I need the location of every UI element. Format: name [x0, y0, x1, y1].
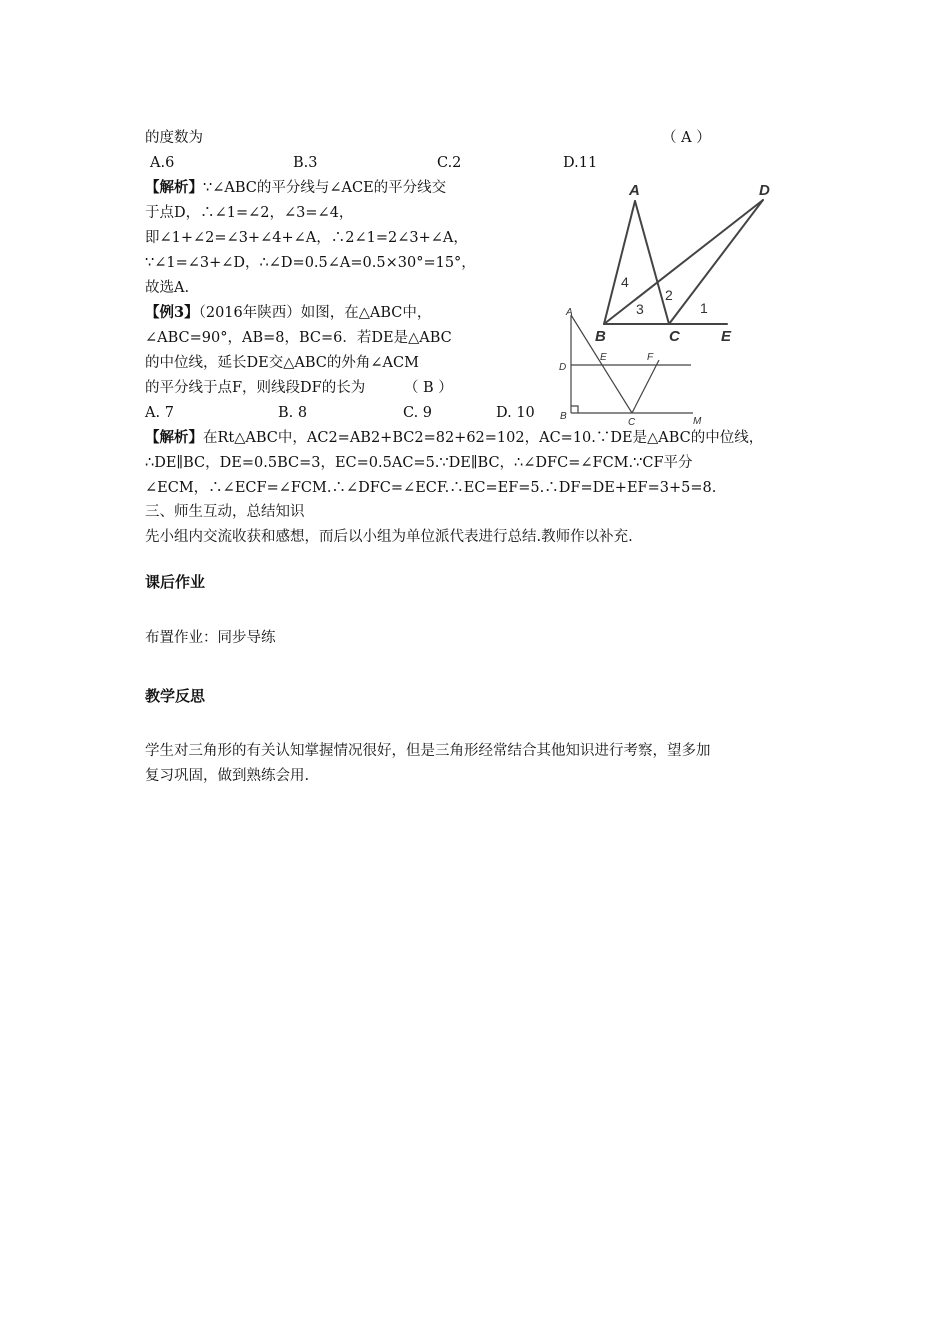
- example-option-a: A. 7: [145, 405, 174, 421]
- option-b: B.3: [293, 155, 318, 171]
- question-stem-end: 的度数为: [145, 130, 203, 146]
- homework-heading: 课后作业: [145, 573, 206, 591]
- section-title: 三、师生互动，总结知识: [145, 504, 305, 520]
- example-option-d: D. 10: [496, 405, 535, 421]
- analysis-line: 故选A.: [145, 280, 190, 296]
- example-text: 的平分线于点F，则线段DF的长为: [145, 380, 366, 396]
- analysis-line: 于点D，∴∠1=∠2，∠3=∠4，: [145, 205, 354, 221]
- angle-label-4: 4: [621, 274, 629, 290]
- label-m: M: [693, 416, 702, 427]
- example-line: [145, 303, 431, 323]
- label-d: D: [559, 362, 567, 373]
- example-line: ∠ABC=90°，AB=8，BC=6．若DE是△ABC: [145, 330, 452, 346]
- analysis-text: ∵∠ABC的平分线与∠ACE的平分线交: [203, 180, 447, 196]
- analysis-line: ∴DE∥BC，DE=0.5BC=3，EC=0.5AC=5.∵DE∥BC，∴∠DFC=∠FCM.∵CF平分: [145, 455, 693, 471]
- label-b: B: [560, 411, 567, 422]
- label-c: C: [669, 328, 680, 345]
- figure-midline: [555, 305, 715, 430]
- analysis-line: 即∠1+∠2=∠3+∠4+∠A，∴2∠1=2∠3+∠A，: [145, 230, 468, 246]
- analysis-line: [145, 428, 763, 448]
- example-option-c: C. 9: [403, 405, 433, 421]
- section-text: 先小组内交流收获和感想，而后以小组为单位派代表进行总结.教师作以补充.: [145, 529, 633, 545]
- reflection-text: 复习巩固，做到熟练会用.: [145, 768, 310, 784]
- right-angle-mark: [571, 406, 578, 413]
- example-answer: （ B ）: [403, 380, 453, 396]
- label-e: E: [600, 352, 607, 363]
- option-c: C.2: [437, 155, 462, 171]
- homework-text: 布置作业：同步导练: [145, 630, 276, 646]
- analysis-line: ∵∠1=∠3+∠D，∴∠D=0.5∠A=0.5×30°=15°，: [145, 255, 476, 271]
- label-a: A: [629, 182, 640, 199]
- segment-cf: [632, 360, 659, 413]
- option-a: A.6: [150, 155, 175, 171]
- example-text: （2016年陕西）如图，在△ABC中，: [198, 305, 432, 321]
- analysis-label: 【解析】: [145, 429, 203, 446]
- label-e: E: [721, 328, 732, 345]
- question-answer: （ A ）: [662, 130, 711, 146]
- option-d: D.11: [563, 155, 598, 171]
- label-f: F: [647, 352, 654, 363]
- example-line: 的中位线，延长DE交△ABC的外角∠ACM: [145, 355, 419, 371]
- example-label: 【例3】: [145, 304, 199, 321]
- label-c: C: [628, 417, 636, 428]
- example-line: [145, 378, 453, 398]
- reflection-heading: 教学反思: [145, 687, 206, 705]
- angle-label-3: 3: [636, 301, 644, 317]
- example-option-b: B. 8: [278, 405, 308, 421]
- label-d: D: [759, 182, 770, 199]
- angle-label-2: 2: [665, 287, 673, 303]
- label-a: A: [566, 307, 573, 318]
- analysis-line: [145, 178, 446, 198]
- angle-label-1: 1: [700, 300, 708, 316]
- analysis-label: 【解析】: [145, 179, 203, 196]
- reflection-text: 学生对三角形的有关认知掌握情况很好，但是三角形经常结合其他知识进行考察，望多加: [145, 743, 711, 759]
- analysis-text: 在Rt△ABC中，AC2=AB2+BC2=82+62=102，AC=10.∵DE是△ABC的中位线，: [203, 430, 764, 446]
- label-b: B: [595, 328, 606, 345]
- analysis-line: ∠ECM，∴∠ECF=∠FCM.∴∠DFC=∠ECF.∴EC=EF=5.∴DF=DE+EF=3+5=8.: [145, 480, 717, 496]
- segment-ac: [571, 315, 632, 413]
